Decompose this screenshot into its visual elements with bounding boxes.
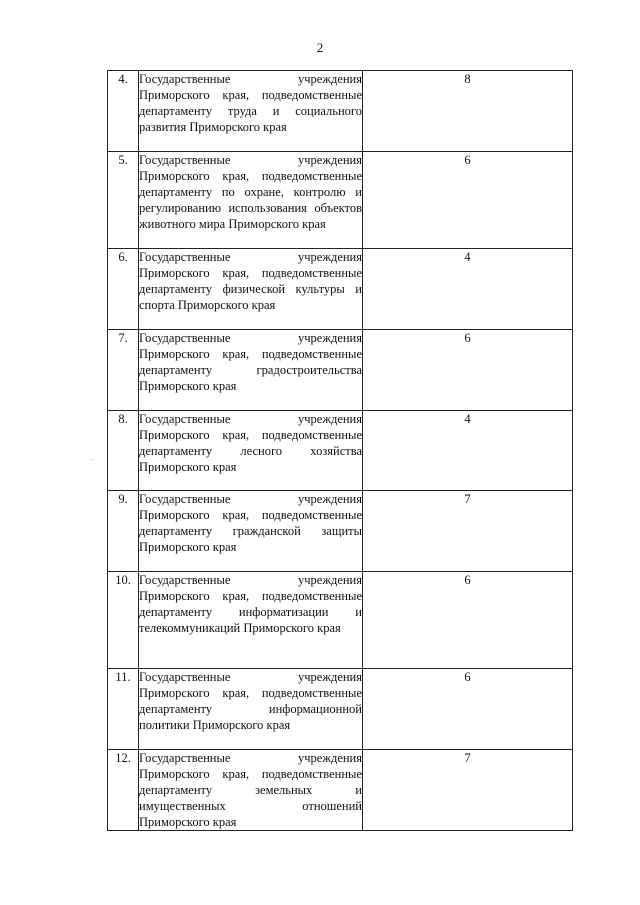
row-description: Государственные учреждения Приморского края, подведомственные департаменту информационной политики Приморского края: [139, 670, 362, 732]
row-description: Государственные учреждения Приморского края, подведомственные департаменту лесного хозяйства Приморского края: [139, 412, 362, 474]
row-description-cell: [139, 411, 363, 491]
row-description: Государственные учреждения Приморского края, подведомственные департаменту физической культуры и спорта Приморского края: [139, 250, 362, 312]
table-row: [108, 572, 573, 669]
row-description-cell: [139, 491, 363, 572]
row-number: 7.: [108, 330, 139, 411]
table-row: [108, 152, 573, 249]
row-description-cell: [139, 249, 363, 330]
row-count: 6: [363, 669, 573, 750]
row-description-cell: [139, 669, 363, 750]
page-number: 2: [316, 40, 324, 55]
row-number: 6.: [108, 249, 139, 330]
row-count: 6: [363, 330, 573, 411]
table-row: [108, 411, 573, 491]
table-row: [108, 491, 573, 572]
row-number: 12.: [108, 750, 139, 831]
table-row: [108, 750, 573, 831]
row-number: 4.: [108, 71, 139, 152]
row-count: 4: [363, 249, 573, 330]
row-description: Государственные учреждения Приморского края, подведомственные департаменту градостроительства Приморского края: [139, 331, 362, 393]
institutions-table: [107, 70, 573, 831]
row-description: Государственные учреждения Приморского края, подведомственные департаменту информатизации и телекоммуникаций Приморского края: [139, 573, 362, 635]
row-description-cell: [139, 572, 363, 669]
table-row: [108, 669, 573, 750]
row-description: Государственные учреждения Приморского края, подведомственные департаменту земельных и имущественных отношений Приморского края: [139, 751, 362, 829]
row-description: Государственные учреждения Приморского края, подведомственные департаменту гражданской защиты Приморского края: [139, 492, 362, 554]
row-number: 10.: [108, 572, 139, 669]
row-description-cell: [139, 152, 363, 249]
table-row: [108, 71, 573, 152]
row-count: 6: [363, 572, 573, 669]
row-count: 6: [363, 152, 573, 249]
row-count: 7: [363, 750, 573, 831]
row-description-cell: [139, 330, 363, 411]
row-number: 8.: [108, 411, 139, 491]
row-number: 11.: [108, 669, 139, 750]
row-count: 7: [363, 491, 573, 572]
table-row: [108, 249, 573, 330]
row-count: 4: [363, 411, 573, 491]
row-number: 5.: [108, 152, 139, 249]
row-count: 8: [363, 71, 573, 152]
scan-speck: [92, 459, 93, 460]
row-description: Государственные учреждения Приморского края, подведомственные департаменту труда и социального развития Приморского края: [139, 72, 362, 134]
row-description-cell: [139, 71, 363, 152]
row-description-cell: [139, 750, 363, 831]
table-row: [108, 330, 573, 411]
row-number: 9.: [108, 491, 139, 572]
row-description: Государственные учреждения Приморского края, подведомственные департаменту по охране, контролю и регулированию использования объектов животного мира Приморского края: [139, 153, 362, 231]
